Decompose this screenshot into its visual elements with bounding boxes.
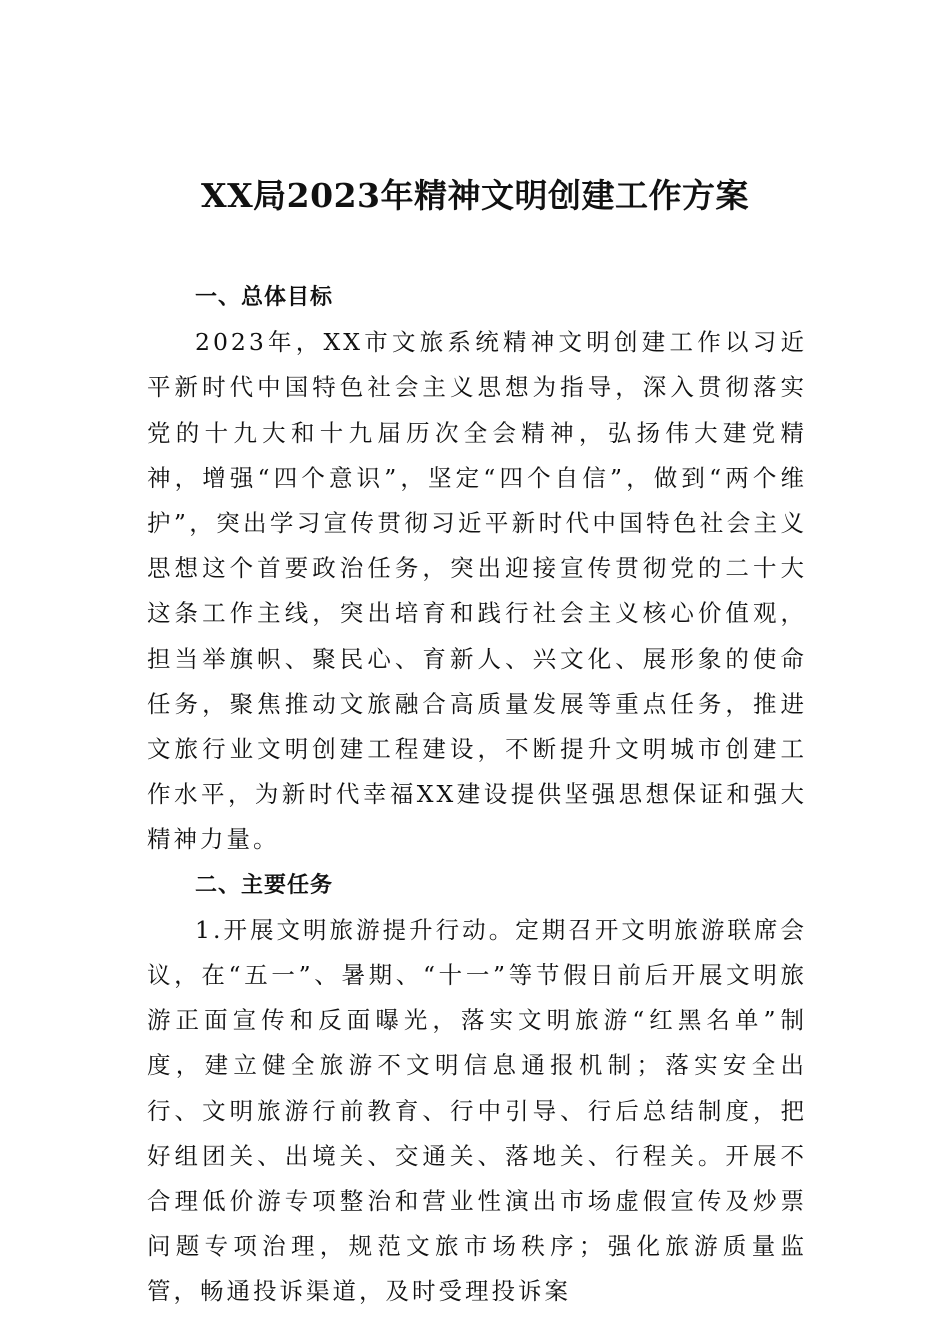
section-heading-main-tasks: 二、主要任务 xyxy=(195,872,334,898)
section-paragraph-main-tasks: 1.开展文明旅游提升行动。定期召开文明旅游联席会议，在“五一”、暑期、“十一”等节假日前后开展文明旅游正面宣传和反面曝光，落实文明旅游“红黑名单”制度，建立健全旅游不文明信息通报机制；落实安全出行、文明旅游行前教育、行中引导、行后总结制度，把好组团关、出境关、交通关、落地关、行程关。开展不合理低价游专项整治和营业性演出市场虚假宣传及炒票问题专项治理，规范文旅市场秩序；强化旅游质量监管，畅通投诉渠道，及时受理投诉案 xyxy=(147,915,807,1306)
section-heading-overall-goal: 一、总体目标 xyxy=(195,285,334,310)
section-paragraph-overall-goal: 2023年，XX市文旅系统精神文明创建工作以习近平新时代中国特色社会主义思想为指导，深入贯彻落实党的十九大和十九届历次全会精神，弘扬伟大建党精神，增强“四个意识”，坚定“四个自信”，做到“两个维护”，突出学习宣传贯彻习近平新时代中国特色社会主义思想这个首要政治任务，突出迎接宣传贯彻党的二十大这条工作主线，突出培育和践行社会主义核心价值观，担当举旗帜、聚民心、育新人、兴文化、展形象的使命任务，聚焦推动文旅融合高质量发展等重点任务，推进文旅行业文明创建工程建设，不断提升文明城市创建工作水平，为新时代幸福XX建设提供坚强思想保证和强大精神力量。 xyxy=(147,328,807,854)
document-title: XX局2023年精神文明创建工作方案 xyxy=(200,176,750,215)
document-body xyxy=(147,275,807,1315)
